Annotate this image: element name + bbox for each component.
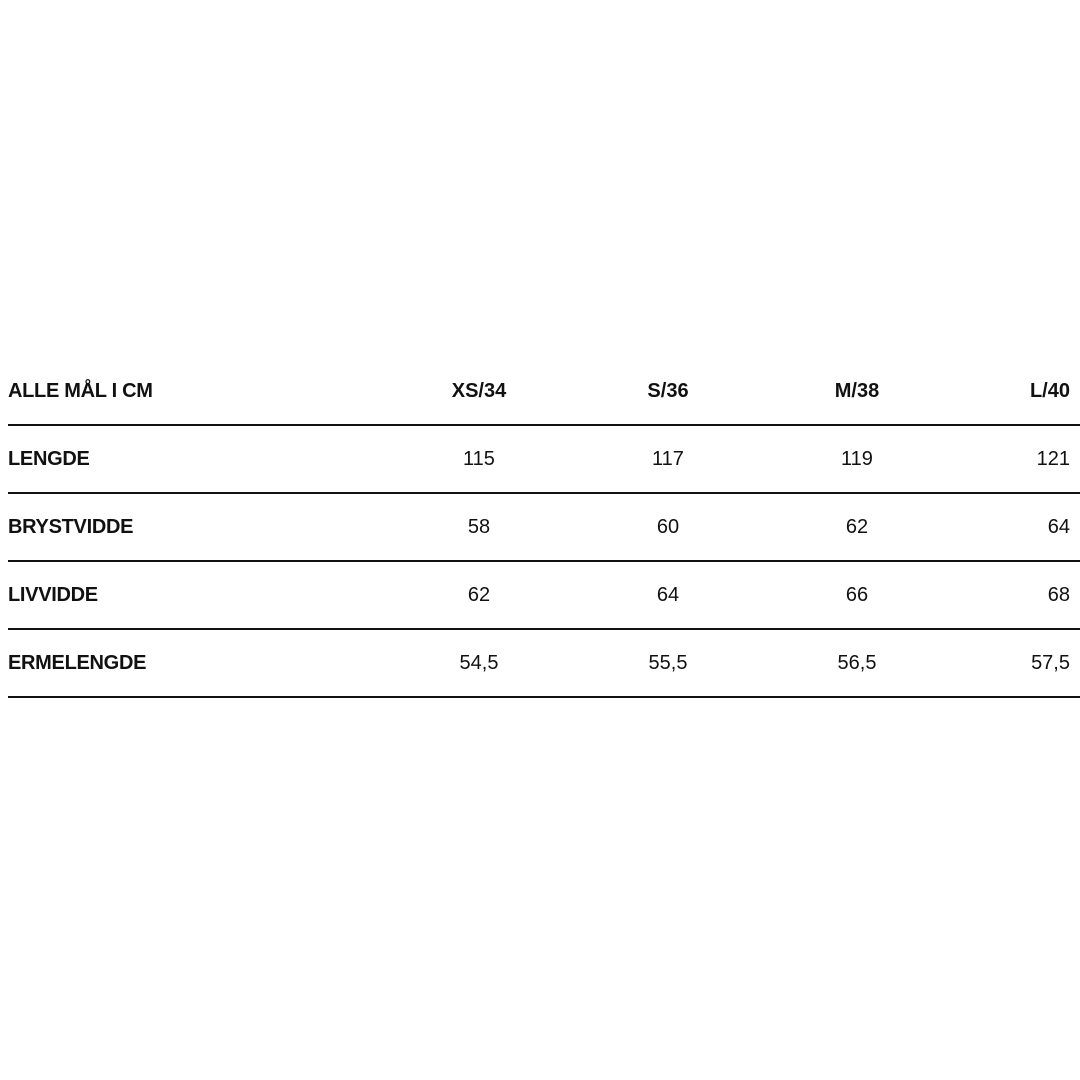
table-cell: 57,5 — [1031, 652, 1070, 674]
table-cell: 119 — [841, 448, 873, 470]
row-label: BRYSTVIDDE — [8, 516, 134, 538]
table-row — [8, 630, 1080, 698]
table-row — [8, 426, 1080, 494]
header-label: ALLE MÅL I CM — [8, 380, 153, 402]
table-cell: 68 — [1047, 584, 1070, 606]
table-cell: 66 — [845, 584, 869, 606]
table-row — [8, 494, 1080, 562]
table-cell: 60 — [656, 516, 680, 538]
table-cell: 58 — [467, 516, 491, 538]
size-header-l: L/40 — [1029, 380, 1070, 402]
table-cell: 121 — [1036, 448, 1070, 470]
table-cell: 56,5 — [837, 652, 877, 674]
table-cell: 115 — [463, 448, 495, 470]
table-cell: 117 — [652, 448, 684, 470]
table-cell: 55,5 — [648, 652, 688, 674]
table-cell: 54,5 — [459, 652, 499, 674]
table-row — [8, 562, 1080, 630]
table-cell: 62 — [845, 516, 869, 538]
size-header-s: S/36 — [647, 380, 689, 402]
size-header-xs: XS/34 — [451, 380, 507, 402]
row-label: LIVVIDDE — [8, 584, 98, 606]
table-header-row — [8, 358, 1080, 426]
table-cell: 64 — [656, 584, 680, 606]
size-table — [8, 358, 1080, 698]
row-label: ERMELENGDE — [8, 652, 147, 674]
size-header-m: M/38 — [834, 380, 880, 402]
table-cell: 64 — [1047, 516, 1070, 538]
row-label: LENGDE — [8, 448, 90, 470]
table-cell: 62 — [467, 584, 491, 606]
